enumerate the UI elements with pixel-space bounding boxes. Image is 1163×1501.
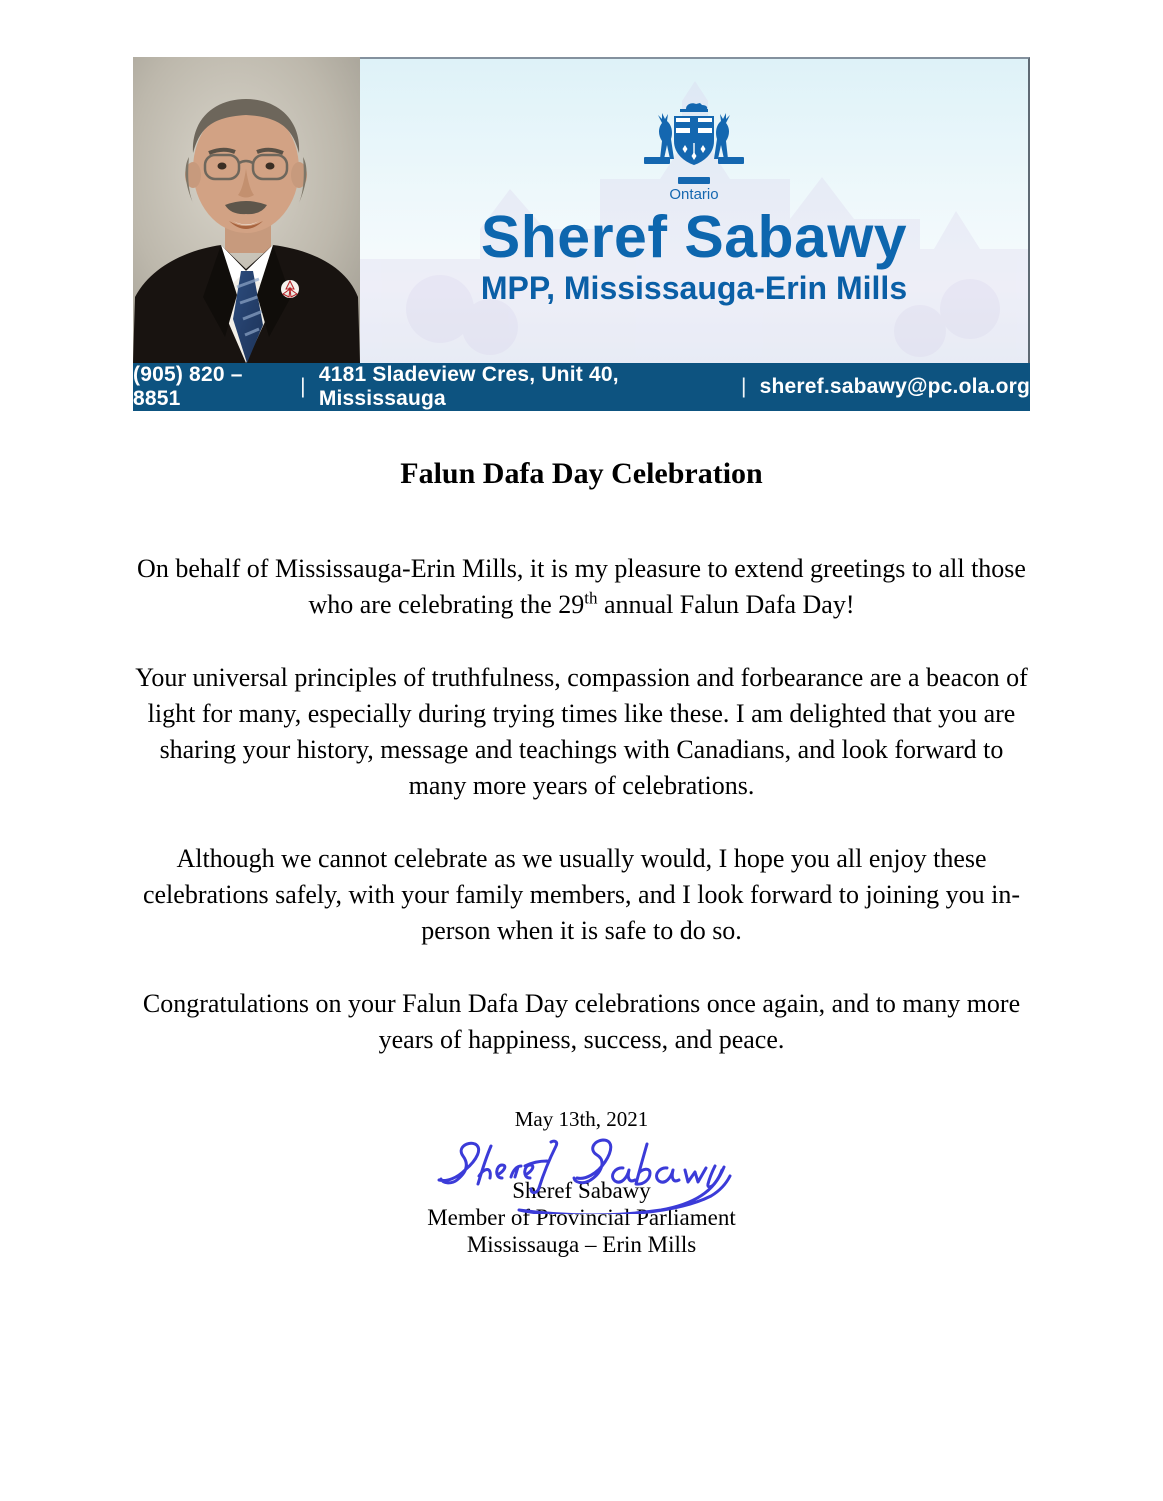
signed-name: Sheref Sabawy [512,1178,651,1203]
mpp-portrait-photo [133,57,360,363]
paragraph-text: annual Falun Dafa Day! [597,590,855,619]
ontario-coat-of-arms [642,101,746,203]
mpp-name: Sheref Sabawy [480,204,908,270]
banner [360,57,1030,363]
paragraph-text: On behalf of Mississauga-Erin Mills, it is my pleasure to extend greetings to all those who are celebrating the 29 [137,554,1026,619]
ordinal-superscript: th [584,588,598,608]
signed-title: Member of Provincial Parliament [427,1205,736,1230]
signed-riding: Mississauga – Erin Mills [466,1232,697,1257]
contact-bar [133,363,1030,411]
ontario-coat-of-arms-icon [642,101,746,185]
paragraph-congratulations: Congratulations on your Falun Dafa Day celebrations once again, and to many more years of happiness, success, and peace. [142,989,1021,1054]
portrait-illustration [133,57,360,363]
signature [427,1134,737,1214]
letterhead-top [133,57,1030,363]
mpp-role: MPP, Mississauga-Erin Mills [480,270,908,307]
letter-title: Falun Dafa Day Celebration [400,457,763,490]
letterhead [133,57,1030,411]
paragraph-principles: Your universal principles of truthfulness, compassion and forbearance are a beacon of light for many, especially during trying times like these. I am delighted that you are sharing your history, message and teachings with Canadians, and look forward to many more years of celebrations. [135,663,1028,800]
contact-phone: (905) 820 – 8851 [133,363,243,410]
contact-address: 4181 Sladeview Cres, Unit 40, Mississauga [318,363,619,410]
letter-body [129,457,1035,1258]
contact-separator: | [740,375,747,398]
letter-date: May 13th, 2021 [514,1107,649,1131]
trillium-pin-icon [281,280,299,298]
crest-label: Ontario [669,186,719,203]
signature-ink-icon [427,1134,737,1214]
contact-separator: | [300,375,306,398]
contact-email: sheref.sabawy@pc.ola.org [759,375,1030,398]
paragraph-greeting [129,551,1035,623]
paragraph-celebrate-safely: Although we cannot celebrate as we usually would, I hope you all enjoy these celebrations safely, with your family members, and I look forward to joining you in-person when it is safe to do so. [142,844,1021,945]
